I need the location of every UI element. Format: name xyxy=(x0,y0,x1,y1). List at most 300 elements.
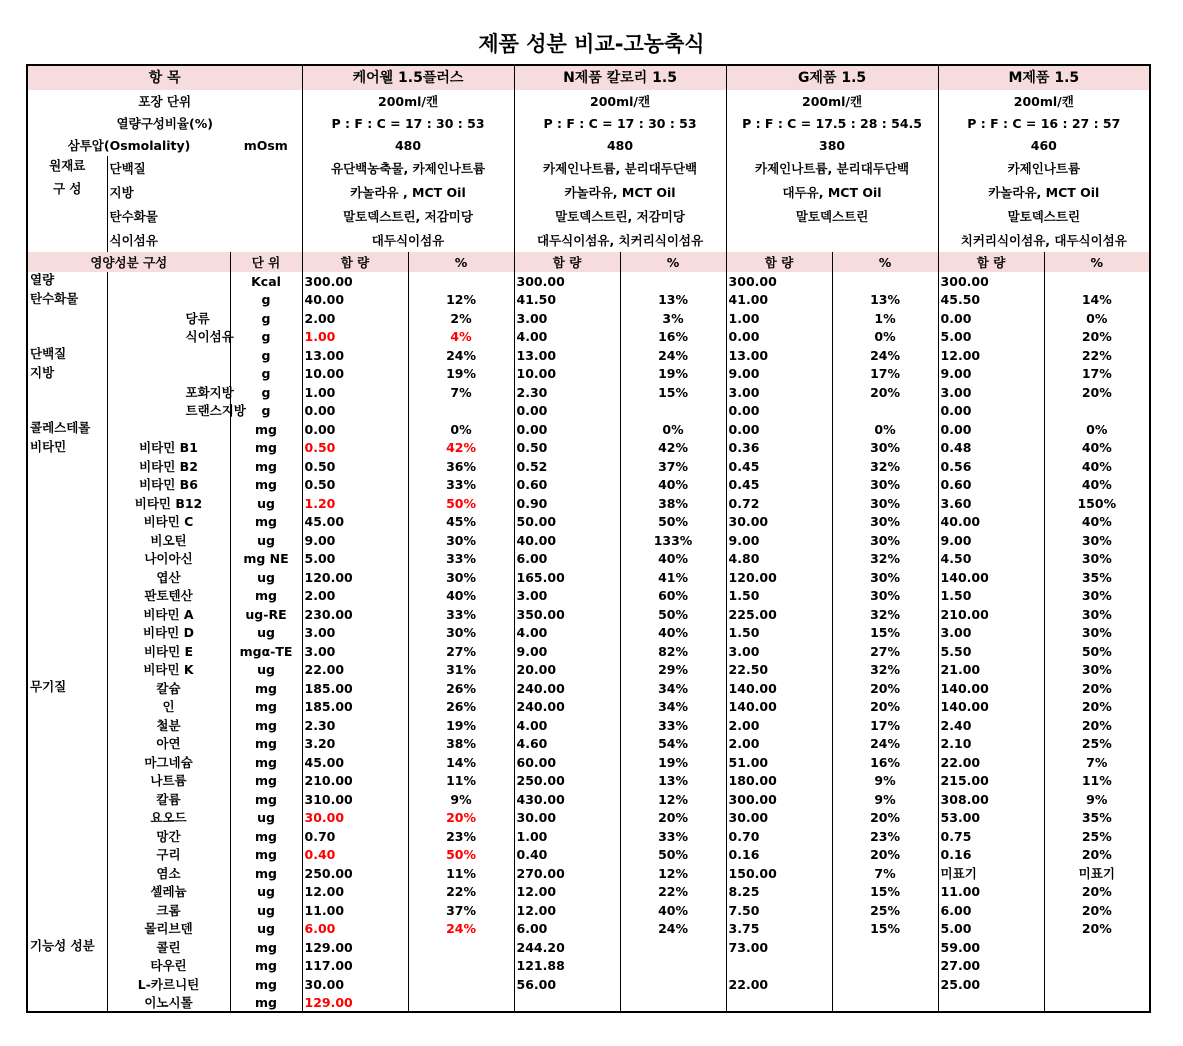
percent-value: 50% xyxy=(408,494,514,513)
percent-value: 32% xyxy=(832,661,938,680)
percent-value: 40% xyxy=(1081,440,1112,456)
nutrient-unit: g xyxy=(230,383,302,402)
percent-value xyxy=(408,402,514,421)
amount-value: 0.56 xyxy=(938,457,1044,476)
amount-value: 3.00 xyxy=(726,642,832,661)
amount-value: 22.00 xyxy=(938,753,1044,772)
amount-value: 40.00 xyxy=(302,291,408,310)
percent-value: 20% xyxy=(1081,902,1112,918)
amount-value: 2.30 xyxy=(514,383,620,402)
amount-value: 12.00 xyxy=(514,883,620,902)
material-value: 말토덱스트린, 저감미당 xyxy=(514,204,726,228)
percent-value: 14% xyxy=(408,753,514,772)
nutrient-unit: ug xyxy=(230,494,302,513)
amount-value: 300.00 xyxy=(302,272,408,291)
amount-value: 244.20 xyxy=(514,938,620,957)
nutrient-unit: mg xyxy=(230,735,302,754)
nutrient-unit: g xyxy=(230,346,302,365)
nutrient-unit: mg xyxy=(230,439,302,458)
percent-value: 36% xyxy=(408,457,514,476)
percent-value xyxy=(1044,402,1150,421)
nutrient-unit: ug-RE xyxy=(230,605,302,624)
amount-value: 0.60 xyxy=(938,476,1044,495)
nutrient-row xyxy=(27,402,1150,421)
amount-value: 185.00 xyxy=(302,698,408,717)
nutrient-row xyxy=(27,679,1150,698)
nutrient-name xyxy=(107,420,230,439)
percent-value: 40% xyxy=(620,624,726,643)
amount-value: 1.00 xyxy=(514,827,620,846)
amount-value: 60.00 xyxy=(514,753,620,772)
material-label: 단백질 xyxy=(107,156,302,180)
nutrient-unit: mg xyxy=(230,790,302,809)
percent-value: 20% xyxy=(1081,921,1112,937)
amount-value: 6.00 xyxy=(514,550,620,569)
nutrient-unit: mgα-TE xyxy=(230,642,302,661)
amount-value: 5.00 xyxy=(938,328,1044,347)
amount-value xyxy=(938,994,1044,1013)
percent-value: 50% xyxy=(620,605,726,624)
nutrient-unit: mg xyxy=(230,864,302,883)
nutrient-name: 비타민 K xyxy=(107,661,230,680)
amount-value: 5.50 xyxy=(938,642,1044,661)
percent-value: 12% xyxy=(620,864,726,883)
nutrient-name: 식이섬유 xyxy=(107,328,230,347)
percent-value: 19% xyxy=(620,365,726,384)
product-header-row xyxy=(27,65,1150,90)
material-value: 카제인나트륨, 분리대두단백 xyxy=(514,156,726,180)
spec-value: P : F : C = 16 : 27 : 57 xyxy=(967,115,1121,131)
percent-value: 11% xyxy=(408,864,514,883)
amount-value: 10.00 xyxy=(514,365,620,384)
percent-value: 20% xyxy=(832,679,938,698)
nutrient-unit: mg xyxy=(230,716,302,735)
percent-value: 33% xyxy=(408,476,514,495)
percent-value: 22% xyxy=(620,883,726,902)
amount-value: 0.70 xyxy=(726,827,832,846)
amount-value: 1.50 xyxy=(726,587,832,606)
amount-value: 13.00 xyxy=(514,346,620,365)
amount-value: 4.00 xyxy=(514,716,620,735)
material-group-label xyxy=(27,156,107,252)
percent-value: 37% xyxy=(620,457,726,476)
amount-value: 210.00 xyxy=(938,605,1044,624)
nutrient-name: 포화지방 xyxy=(107,383,230,402)
percent-value: 20% xyxy=(832,383,938,402)
amount-value: 3.00 xyxy=(938,383,1044,402)
nutrient-row xyxy=(27,346,1150,365)
percent-value: 7% xyxy=(832,864,938,883)
spec-value: 480 xyxy=(302,134,514,156)
amount-value: 9.00 xyxy=(726,531,832,550)
amount-value: 3.75 xyxy=(726,920,832,939)
amount-value: 30.00 xyxy=(302,975,408,994)
nutrient-name: 칼슘 xyxy=(107,679,230,698)
spec-label: 삼투압(Osmolality) xyxy=(67,137,191,153)
amount-value: 6.00 xyxy=(514,920,620,939)
amount-value: 4.80 xyxy=(726,550,832,569)
nutrient-name: 아연 xyxy=(107,735,230,754)
percent-value xyxy=(1044,994,1150,1013)
nutrient-row xyxy=(27,624,1150,643)
amount-value: 56.00 xyxy=(514,975,620,994)
amount-value: 22.00 xyxy=(726,975,832,994)
percent-value: 40% xyxy=(620,476,726,495)
amount-value: 30.00 xyxy=(726,809,832,828)
spec-label: 포장 단위 xyxy=(27,90,302,112)
amount-value: 0.50 xyxy=(302,476,408,495)
nutrient-name: 요오드 xyxy=(107,809,230,828)
nutrient-row xyxy=(27,994,1150,1013)
amount-value: 310.00 xyxy=(302,790,408,809)
nutrient-row xyxy=(27,661,1150,680)
amount-value: 0.75 xyxy=(938,827,1044,846)
nutrient-name: 비타민 B1 xyxy=(107,439,230,458)
material-value: 대두식이섬유 xyxy=(302,228,514,252)
nutrient-name: 나이아신 xyxy=(107,550,230,569)
amount-value: 53.00 xyxy=(938,809,1044,828)
percent-value: 20% xyxy=(832,846,938,865)
nutrient-unit: mg xyxy=(230,975,302,994)
amount-value: 120.00 xyxy=(726,568,832,587)
percent-value: 25% xyxy=(1081,828,1112,844)
percent-value: 133% xyxy=(620,531,726,550)
percent-value: 33% xyxy=(408,550,514,569)
amount-value: 2.30 xyxy=(302,716,408,735)
percent-value: 9% xyxy=(1086,791,1108,807)
nutrient-name: 비오틴 xyxy=(107,531,230,550)
material-value: 카놀라유, MCT Oil xyxy=(514,180,726,204)
amount-value: 0.00 xyxy=(938,420,1044,439)
percent-value: 50% xyxy=(620,846,726,865)
nutrient-unit: g xyxy=(230,309,302,328)
amount-value: 300.00 xyxy=(938,272,1044,291)
nutrient-name: 셀레늄 xyxy=(107,883,230,902)
amount-value: 0.16 xyxy=(938,846,1044,865)
amount-value: 210.00 xyxy=(302,772,408,791)
material-value: 카제인나트륨 xyxy=(1007,160,1081,176)
nutrient-unit: mg xyxy=(230,957,302,976)
nutrient-unit: mg xyxy=(230,513,302,532)
percent-value xyxy=(832,272,938,291)
percent-value: 33% xyxy=(620,827,726,846)
percent-value: 24% xyxy=(408,920,514,939)
amount-value: 20.00 xyxy=(514,661,620,680)
percent-value: 24% xyxy=(620,920,726,939)
nutrient-row xyxy=(27,716,1150,735)
spec-value: 200ml/캔 xyxy=(1013,93,1074,109)
nutrient-name: 트랜스지방 xyxy=(107,402,230,421)
amount-value: 5.00 xyxy=(302,550,408,569)
percent-value: 17% xyxy=(832,365,938,384)
percent-value: 40% xyxy=(620,901,726,920)
nutrient-unit: ug xyxy=(230,809,302,828)
nutrient-unit: g xyxy=(230,328,302,347)
material-value: 대두식이섬유, 치커리식이섬유 xyxy=(514,228,726,252)
percent-value xyxy=(1044,272,1150,291)
group-label: 콜레스테롤 xyxy=(27,420,107,439)
nutrient-row xyxy=(27,698,1150,717)
amount-value: 0.50 xyxy=(514,439,620,458)
group-label: 비타민 xyxy=(27,439,107,680)
percent-header: % xyxy=(620,252,726,272)
amount-value: 41.00 xyxy=(726,291,832,310)
percent-value: 7% xyxy=(408,383,514,402)
amount-value: 0.45 xyxy=(726,476,832,495)
percent-value: 40% xyxy=(1081,477,1112,493)
amount-value: 185.00 xyxy=(302,679,408,698)
percent-value: 0% xyxy=(832,420,938,439)
amount-value: 4.00 xyxy=(514,328,620,347)
material-value: 카제인나트륨, 분리대두단백 xyxy=(726,156,938,180)
percent-value xyxy=(1044,975,1150,994)
group-label: 탄수화물 xyxy=(27,291,107,347)
percent-value: 30% xyxy=(832,587,938,606)
amount-value: 9.00 xyxy=(302,531,408,550)
percent-value: 35% xyxy=(1081,569,1112,585)
percent-value: 30% xyxy=(1081,606,1112,622)
amount-value: 240.00 xyxy=(514,698,620,717)
nutrient-unit: mg xyxy=(230,698,302,717)
amount-value: 22.00 xyxy=(302,661,408,680)
amount-value: 250.00 xyxy=(302,864,408,883)
nutrient-name: 비타민 D xyxy=(107,624,230,643)
amount-value: 73.00 xyxy=(726,938,832,957)
nutrient-unit: g xyxy=(230,365,302,384)
material-row xyxy=(27,228,1150,252)
nutrient-name: 판토텐산 xyxy=(107,587,230,606)
percent-value: 30% xyxy=(1081,588,1112,604)
amount-value: 350.00 xyxy=(514,605,620,624)
amount-value: 129.00 xyxy=(302,938,408,957)
amount-value: 0.50 xyxy=(302,439,408,458)
amount-value: 0.00 xyxy=(938,309,1044,328)
percent-value: 30% xyxy=(832,476,938,495)
percent-value xyxy=(832,938,938,957)
item-header: 항 목 xyxy=(27,65,302,90)
percent-value: 45% xyxy=(408,513,514,532)
percent-header: % xyxy=(408,252,514,272)
percent-value xyxy=(408,272,514,291)
percent-value: 82% xyxy=(620,642,726,661)
percent-value: 24% xyxy=(832,346,938,365)
amount-value: 1.00 xyxy=(302,383,408,402)
nutrient-unit: ug xyxy=(230,624,302,643)
amount-value: 59.00 xyxy=(938,938,1044,957)
amount-value: 140.00 xyxy=(938,679,1044,698)
nutrient-unit: g xyxy=(230,291,302,310)
group-label: 기능성 성분 xyxy=(27,938,107,1012)
spec-value: 200ml/캔 xyxy=(514,90,726,112)
nutrient-row xyxy=(27,365,1150,384)
nutrient-row xyxy=(27,383,1150,402)
percent-value xyxy=(620,994,726,1013)
percent-value: 24% xyxy=(832,735,938,754)
nutrient-row xyxy=(27,531,1150,550)
product-header-3: G제품 1.5 xyxy=(726,65,938,90)
percent-value: 30% xyxy=(832,439,938,458)
percent-value: 31% xyxy=(408,661,514,680)
nutrient-unit: ug xyxy=(230,661,302,680)
percent-value: 32% xyxy=(832,550,938,569)
percent-value: 9% xyxy=(832,790,938,809)
percent-value: 25% xyxy=(1081,736,1112,752)
nutrient-name: 망간 xyxy=(107,827,230,846)
nutrient-row xyxy=(27,642,1150,661)
percent-value: 30% xyxy=(1081,662,1112,678)
nutrient-row xyxy=(27,328,1150,347)
amount-value: 225.00 xyxy=(726,605,832,624)
amount-value: 3.20 xyxy=(302,735,408,754)
comparison-table xyxy=(26,64,1151,1013)
amount-value: 2.00 xyxy=(302,587,408,606)
amount-value: 250.00 xyxy=(514,772,620,791)
percent-value xyxy=(620,957,726,976)
amount-value xyxy=(514,994,620,1013)
percent-value: 15% xyxy=(620,383,726,402)
percent-value: 17% xyxy=(832,716,938,735)
nutrient-row xyxy=(27,809,1150,828)
percent-value: 30% xyxy=(408,568,514,587)
nutrient-unit: Kcal xyxy=(230,272,302,291)
percent-value: 15% xyxy=(832,920,938,939)
amount-value: 11.00 xyxy=(938,883,1044,902)
spec-value: 200ml/캔 xyxy=(726,90,938,112)
percent-value: 54% xyxy=(620,735,726,754)
amount-value: 121.88 xyxy=(514,957,620,976)
amount-value: 140.00 xyxy=(938,698,1044,717)
nutrient-row xyxy=(27,309,1150,328)
nutrient-name: 콜린 xyxy=(107,938,230,957)
nutrient-row xyxy=(27,291,1150,310)
amount-value: 0.60 xyxy=(514,476,620,495)
percent-value: 1% xyxy=(832,309,938,328)
percent-value: 26% xyxy=(408,698,514,717)
amount-value: 0.90 xyxy=(514,494,620,513)
amount-value: 140.00 xyxy=(938,568,1044,587)
amount-value: 140.00 xyxy=(726,679,832,698)
amount-value: 180.00 xyxy=(726,772,832,791)
percent-value: 3% xyxy=(620,309,726,328)
percent-value: 12% xyxy=(408,291,514,310)
material-label: 식이섬유 xyxy=(107,228,302,252)
nutrient-unit: ug xyxy=(230,883,302,902)
material-value: 카놀라유 , MCT Oil xyxy=(302,180,514,204)
group-label: 지방 xyxy=(27,365,107,421)
nutrient-name: 비타민 C xyxy=(107,513,230,532)
amount-value: 45.50 xyxy=(938,291,1044,310)
percent-value xyxy=(408,957,514,976)
nutrient-name: 이노시톨 xyxy=(107,994,230,1013)
material-group-label-1: 원재료 xyxy=(49,158,86,173)
percent-value: 22% xyxy=(1081,347,1112,363)
amount-value: 1.20 xyxy=(302,494,408,513)
percent-value xyxy=(832,994,938,1013)
percent-value: 20% xyxy=(1081,329,1112,345)
amount-value: 미표기 xyxy=(938,864,1044,883)
percent-value: 11% xyxy=(408,772,514,791)
percent-value xyxy=(1044,957,1150,976)
nutrient-row xyxy=(27,975,1150,994)
spec-value: P : F : C = 17.5 : 28 : 54.5 xyxy=(726,112,938,134)
nutrient-row xyxy=(27,272,1150,291)
percent-value: 20% xyxy=(1081,680,1112,696)
material-label: 지방 xyxy=(107,180,302,204)
percent-value: 15% xyxy=(832,883,938,902)
amount-value: 41.50 xyxy=(514,291,620,310)
percent-value xyxy=(832,975,938,994)
percent-value: 38% xyxy=(408,735,514,754)
amount-value: 120.00 xyxy=(302,568,408,587)
material-value: 치커리식이섬유, 대두식이섬유 xyxy=(960,232,1127,248)
nutrient-unit: mg xyxy=(230,827,302,846)
spec-value: 200ml/캔 xyxy=(302,90,514,112)
percent-value: 0% xyxy=(1086,421,1108,437)
percent-value: 4% xyxy=(408,328,514,347)
spec-row xyxy=(27,134,1150,156)
material-value: 말토덱스트린 xyxy=(726,204,938,228)
amount-value: 1.00 xyxy=(726,309,832,328)
percent-value: 19% xyxy=(620,753,726,772)
amount-value: 0.40 xyxy=(302,846,408,865)
percent-value: 20% xyxy=(408,809,514,828)
nutrient-row xyxy=(27,827,1150,846)
percent-value: 40% xyxy=(408,587,514,606)
amount-value: 3.00 xyxy=(726,383,832,402)
amount-value: 3.00 xyxy=(514,309,620,328)
spec-label: 열량구성비율(%) xyxy=(27,112,302,134)
nutrient-name: 마그네슘 xyxy=(107,753,230,772)
percent-value: 30% xyxy=(1081,532,1112,548)
percent-header: % xyxy=(1044,252,1150,272)
percent-value: 32% xyxy=(832,605,938,624)
amount-value: 300.00 xyxy=(726,790,832,809)
amount-value: 11.00 xyxy=(302,901,408,920)
product-header-2: N제품 칼로리 1.5 xyxy=(514,65,726,90)
spec-value: 380 xyxy=(726,134,938,156)
percent-value: 11% xyxy=(1081,773,1112,789)
product-header-1: 케어웰 1.5플러스 xyxy=(302,65,514,90)
amount-value: 150.00 xyxy=(726,864,832,883)
percent-value: 0% xyxy=(620,420,726,439)
amount-value: 30.00 xyxy=(302,809,408,828)
nutrient-unit: mg xyxy=(230,994,302,1013)
nutrient-row xyxy=(27,568,1150,587)
nutrient-row xyxy=(27,901,1150,920)
nutrient-name: 인 xyxy=(107,698,230,717)
amount-value: 30.00 xyxy=(514,809,620,828)
amount-value: 0.50 xyxy=(302,457,408,476)
percent-value: 29% xyxy=(620,661,726,680)
percent-value: 27% xyxy=(408,642,514,661)
amount-value: 7.50 xyxy=(726,901,832,920)
percent-value xyxy=(832,957,938,976)
percent-value: 2% xyxy=(408,309,514,328)
nutrient-unit: mg NE xyxy=(230,550,302,569)
amount-value: 215.00 xyxy=(938,772,1044,791)
amount-value: 0.00 xyxy=(514,402,620,421)
amount-value: 1.50 xyxy=(726,624,832,643)
amount-value: 0.00 xyxy=(302,402,408,421)
percent-value: 7% xyxy=(1086,754,1108,770)
percent-value: 미표기 xyxy=(1078,865,1115,881)
percent-value: 34% xyxy=(620,698,726,717)
nutrient-name: 구리 xyxy=(107,846,230,865)
percent-value: 19% xyxy=(408,365,514,384)
nutrient-name xyxy=(107,272,230,291)
nutrient-row xyxy=(27,790,1150,809)
percent-value: 24% xyxy=(620,346,726,365)
